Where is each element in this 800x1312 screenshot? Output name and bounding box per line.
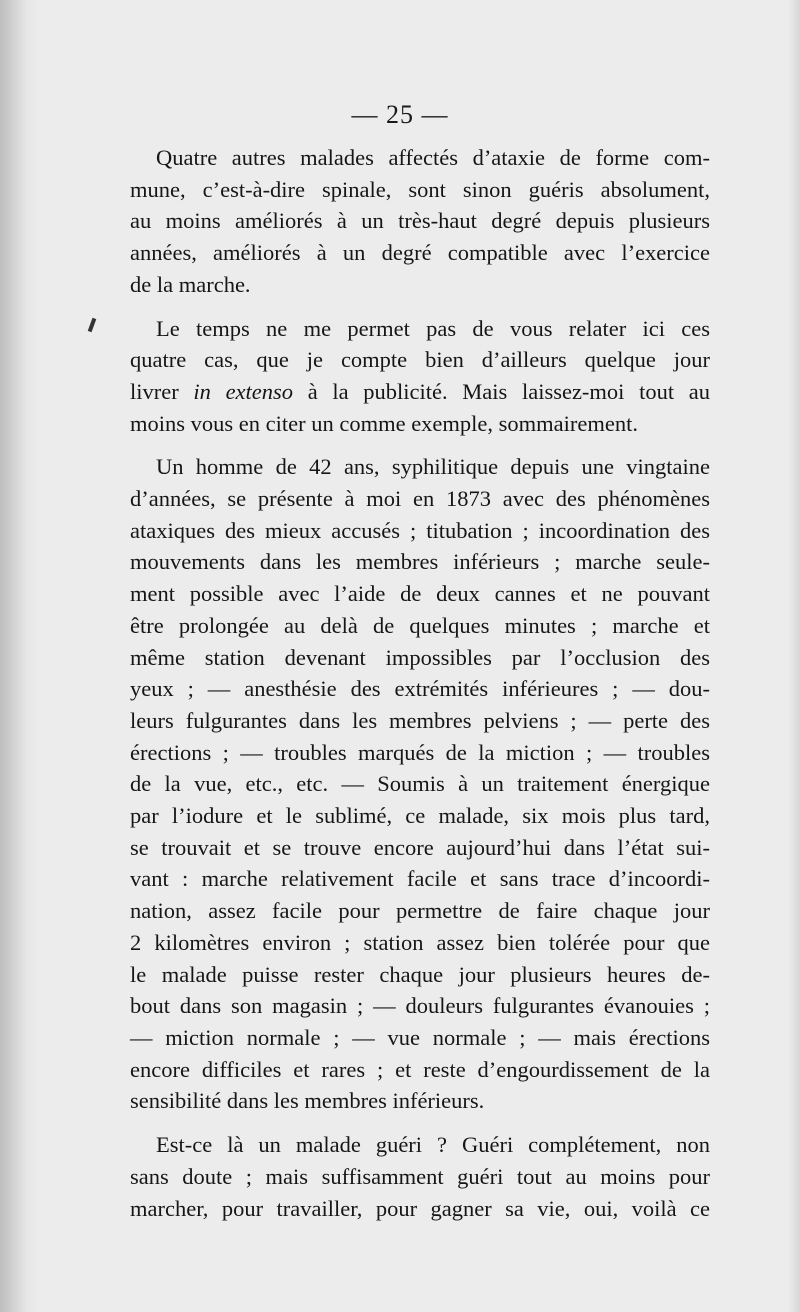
text-line: se trouvait et se trouve encore aujourd’hui dans l’état sui- [130,834,710,860]
text-line: même station devenant impossibles par l’occlusion des [130,644,710,670]
text-line: Le temps ne me permet pas de vous relater ici ces [156,315,710,341]
text-line: vant : marche relativement facile et sans trace d’incoordi- [130,866,710,892]
text-line: bout dans son magasin ; — douleurs fulgurantes évanouies ; [130,993,710,1019]
text-line: nation, assez facile pour permettre de faire chaque jour [130,898,710,924]
text-line: leurs fulgurantes dans les membres pelviens ; — perte des [130,707,710,733]
text-line: 2 kilomètres environ ; station assez bien tolérée pour que [130,929,710,955]
margin-mark [88,318,97,333]
text-line: quatre cas, que je compte bien d’ailleurs quelque jour [130,347,710,373]
text-line: Quatre autres malades affectés d’ataxie de forme com- [156,145,710,170]
text-run: à la publicité. Mais laissez-moi tout au [307,378,711,404]
text-line: d’années, se présente à moi en 1873 avec des phénomènes [130,486,710,512]
text-line: yeux ; — anesthésie des extrémités inférieures ; — dou- [130,676,710,702]
text-line: par l’iodure et le sublimé, ce malade, six mois plus tard, [130,803,710,829]
text-line: le malade puisse rester chaque jour plusieurs heures de- [130,961,710,987]
text-line: sensibilité dans les membres inférieurs. [130,1088,485,1114]
paragraph-1 [130,142,710,301]
text-line: — miction normale ; — vue normale ; — mais érections [130,1024,710,1050]
text-line: au moins améliorés à un très-haut degré depuis plusieurs [130,208,710,234]
text-line: Est-ce là un malade guéri ? Guéri complétement, non [156,1132,710,1158]
body-text [130,142,710,1236]
text-line: mune, c’est-à-dire spinale, sont sinon guéris absolument, [130,176,710,202]
text-line: être prolongée au delà de quelques minutes ; marche et [130,612,710,638]
paragraph-2 [130,313,710,440]
text-run: livrer [130,378,179,404]
text-line: ment possible avec l’aide de deux cannes et ne pouvant [130,581,710,607]
text-line: marcher, pour travailler, pour gagner sa vie, oui, voilà ce [130,1195,710,1221]
paragraph-4 [130,1129,710,1224]
text-line-with-italic [130,376,710,408]
text-line: encore difficiles et rares ; et reste d’engourdissement de la [130,1056,710,1082]
italic-phrase: in extenso [193,378,294,404]
text-line: ataxiques des mieux accusés ; titubation ; incoordination des [130,517,710,543]
text-line: de la marche. [130,271,251,297]
text-line: de la vue, etc., etc. — Soumis à un traitement énergique [130,771,710,797]
text-line: Un homme de 42 ans, syphilitique depuis une vingtaine [156,454,710,480]
text-line: années, améliorés à un degré compatible avec l’exercice [130,240,710,266]
text-line: sans doute ; mais suffisamment guéri tout au moins pour [130,1163,710,1189]
binding-gutter-shadow [0,0,38,1312]
text-line: mouvements dans les membres inférieurs ; marche seule- [130,549,710,575]
text-line: moins vous en citer un comme exemple, sommairement. [130,410,638,436]
page-edge-shadow [788,0,800,1312]
text-line: érections ; — troubles marqués de la miction ; — troubles [130,739,710,765]
page-number: — 25 — [351,100,449,129]
paragraph-3 [130,451,710,1117]
